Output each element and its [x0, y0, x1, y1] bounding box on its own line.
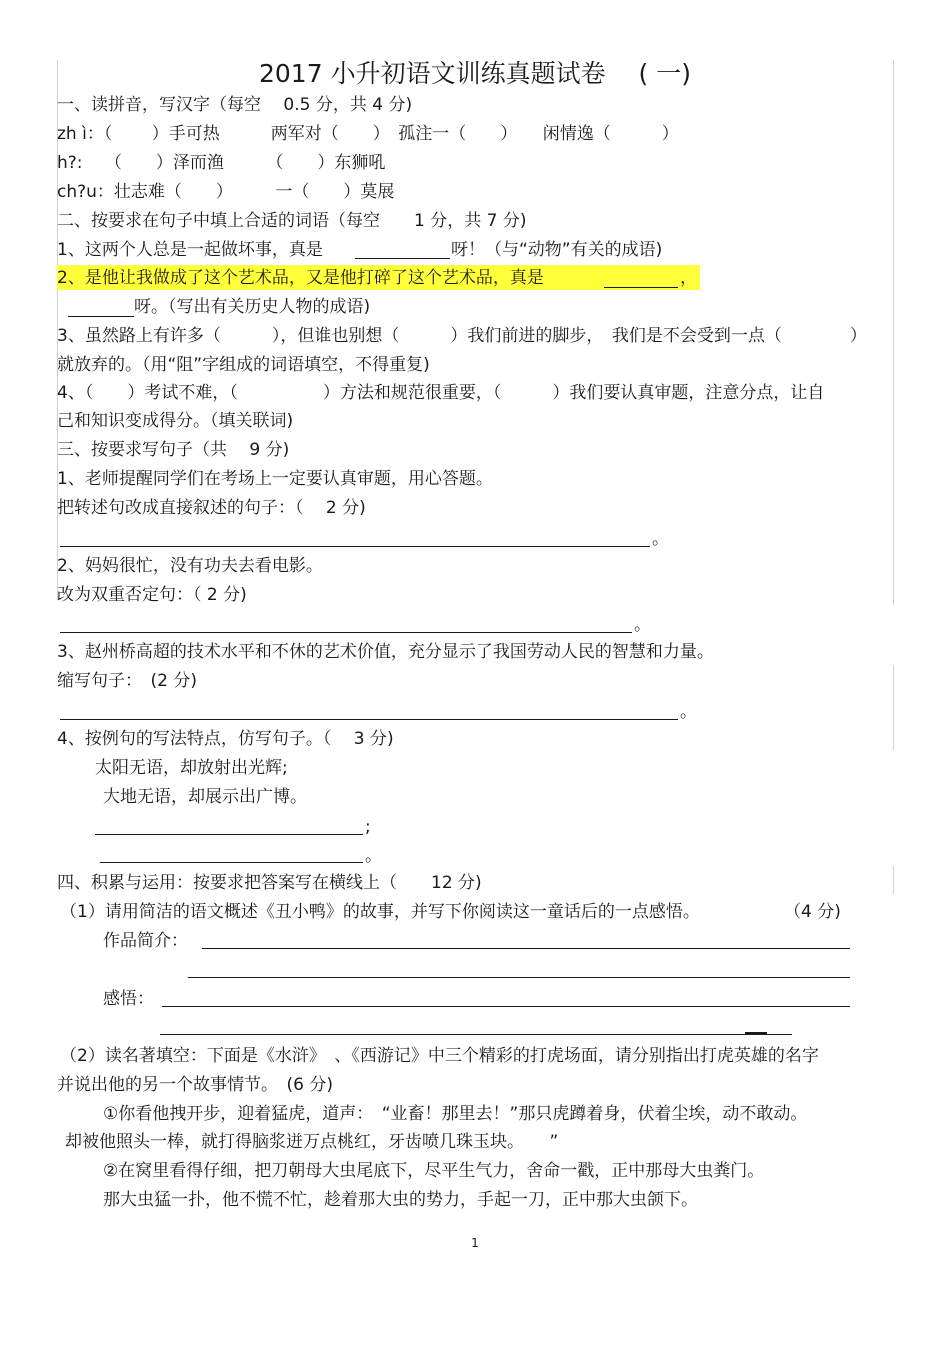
page-title: 2017 小升初语文训练真题试卷 ( 一) — [259, 59, 691, 88]
section3-q2-period: 。 — [634, 615, 651, 635]
feel-line-2-end — [745, 1032, 767, 1034]
feel-line-1[interactable] — [162, 1006, 850, 1007]
section2-q3-line1: 3、虽然路上有许多（ ），但谁也别想（ ）我们前进的脚步， 我们是不会受到一点（ ） — [57, 326, 867, 346]
section1-heading: 一、读拼音，写汉字（每空 0.5 分，共 4 分) — [57, 95, 413, 115]
section2-q1-blank[interactable] — [355, 258, 450, 259]
section3-q2-sentence: 2、妈妈很忙，没有功夫去看电影。 — [57, 556, 323, 576]
section2-q2-blank-b[interactable] — [68, 316, 134, 317]
pinyin-row-zhi: zh ì：（ ）手可热 两军对（ ） 孤注一（ ） 闲情逸（ ） — [57, 124, 679, 144]
passage2-line1: ②在窝里看得仔细，把刀朝母大虫尾底下，尽平生气力，舍命一戳，正中那母大虫粪门。 — [103, 1161, 765, 1181]
section4-heading: 四、积累与运用：按要求把答案写在横线上（ 12 分) — [57, 873, 482, 893]
section3-q1-sentence: 1、老师提醒同学们在考场上一定要认真审题，用心答题。 — [57, 469, 493, 489]
section3-heading: 三、按要求写句子（共 9 分) — [57, 440, 290, 460]
passage1-line1: ①你看他拽开步，迎着猛虎，道声： “业畜！那里去！”那只虎蹲着身，伏着尘埃，动不敢动。 — [103, 1104, 808, 1124]
section3-q3-task: 缩写句子： (2 分) — [57, 671, 197, 691]
intro-label: 作品简介： — [103, 931, 188, 951]
section2-heading: 二、按要求在句子中填上合适的词语（每空 1 分，共 7 分) — [57, 211, 527, 231]
example-sentence-1: 太阳无语，却放射出光辉; — [95, 758, 288, 778]
imitation-line-1[interactable] — [95, 834, 363, 835]
example-sentence-2: 大地无语，却展示出广博。 — [103, 787, 307, 807]
feel-label: 感悟： — [103, 989, 154, 1009]
section2-q2-text: 2、是他让我做成了这个艺术品，又是他打碎了这个艺术品，真是 — [57, 268, 544, 288]
imitation-line-2[interactable] — [100, 862, 363, 863]
imitation-semicolon: ; — [365, 817, 371, 837]
section3-q2-task: 改为双重否定句：（ 2 分) — [57, 585, 247, 605]
section3-q2-answer-line[interactable] — [60, 632, 632, 633]
pinyin-row-chou: ch?u：壮志难（ ） 一（ ）莫展 — [57, 182, 395, 202]
section4-q2-line2: 并说出他的另一个故事情节。 (6 分) — [57, 1075, 333, 1095]
feel-line-2[interactable] — [160, 1034, 792, 1035]
section3-q3-period: 。 — [680, 702, 697, 722]
page-number: 1 — [471, 1236, 479, 1250]
section3-q1-period: 。 — [652, 529, 669, 549]
right-scan-edge-lower — [893, 665, 894, 750]
section3-q1-task: 把转述句改成直接叙述的句子：（ 2 分) — [57, 498, 366, 518]
intro-line-1[interactable] — [202, 948, 850, 949]
section3-q1-answer-line[interactable] — [60, 546, 650, 547]
section2-q4-line1: 4、（ ）考试不难，（ ）方法和规范很重要，（ ）我们要认真审题，注意分点，让自 — [57, 383, 825, 403]
section2-q2-hint: 呀。（写出有关历史人物的成语) — [134, 297, 371, 317]
section2-q1-hint: 呀！（与“动物”有关的成语) — [451, 240, 663, 260]
right-scan-edge — [893, 60, 894, 605]
imitation-period: 。 — [365, 846, 382, 866]
section3-q4-task: 4、按例句的写法特点，仿写句子。（ 3 分) — [57, 729, 394, 749]
section3-q3-sentence: 3、赵州桥高超的技术水平和不休的艺术价值，充分显示了我国劳动人民的智慧和力量。 — [57, 642, 714, 662]
pinyin-row-hu: h?: （ ）泽而渔 （ ）东狮吼 — [57, 153, 386, 173]
section4-q1: （1）请用简洁的语文概述《丑小鸭》的故事，并写下你阅读这一童话后的一点感悟。 — [60, 902, 700, 922]
right-scan-edge-bottom — [893, 866, 894, 894]
intro-line-2[interactable] — [188, 977, 850, 978]
section2-q4-line2: 己和知识变成得分。（填关联词) — [57, 411, 294, 431]
passage1-line2: 却被他照头一棒，就打得脑浆迸万点桃红，牙齿喷几珠玉块。 ” — [65, 1132, 559, 1152]
section2-q3-line2: 就放弃的。（用“阻”字组成的词语填空，不得重复) — [57, 355, 430, 375]
section2-q2-comma: ， — [680, 268, 697, 288]
section4-q1-score: （4 分) — [784, 902, 841, 922]
section4-q2-line1: （2）读名著填空：下面是《水浒》 、《西游记》中三个精彩的打虎场面，请分别指出打虎英雄的名字 — [60, 1046, 819, 1066]
passage2-line2: 那大虫猛一扑，他不慌不忙，趁着那大虫的势力，手起一刀，正中那大虫颌下。 — [103, 1190, 698, 1210]
section2-q2-blank-a[interactable] — [604, 287, 678, 288]
section3-q3-answer-line[interactable] — [60, 719, 678, 720]
section2-q1-text: 1、这两个人总是一起做坏事，真是 — [57, 240, 323, 260]
